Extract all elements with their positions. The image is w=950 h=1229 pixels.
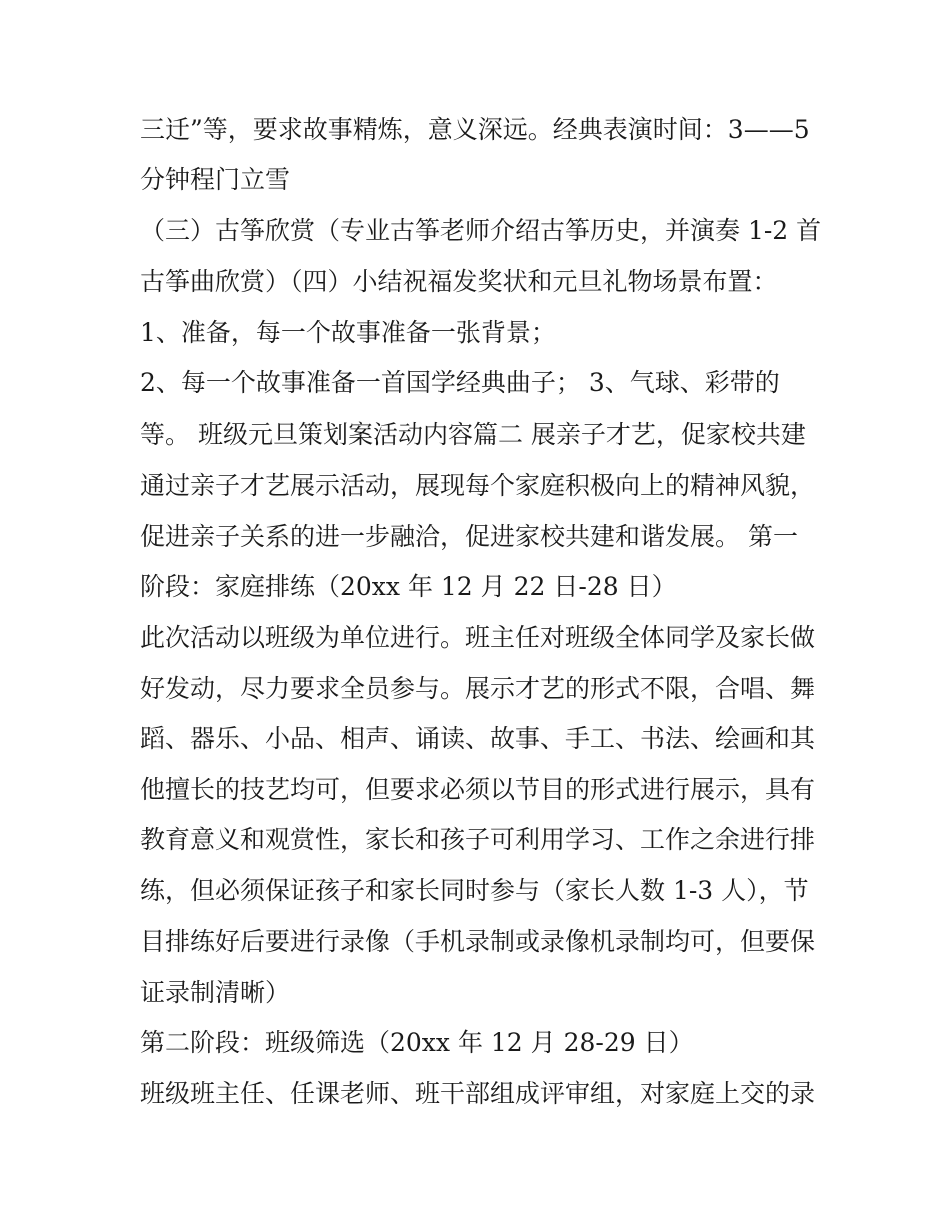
text-line: 教育意义和观赏性，家长和孩子可利用学习、工作之余进行排: [140, 825, 816, 854]
text-line: 练，但必须保证孩子和家长同时参与（家长人数 1-3 人），节: [140, 876, 809, 905]
text-line: （三）古筝欣赏（专业古筝老师介绍古筝历史，并演奏 1-2 首: [140, 216, 822, 245]
text-line: 他擅长的技艺均可，但要求必须以节目的形式进行展示，具有: [140, 775, 816, 804]
text-line: 好发动，尽力要求全员参与。展示才艺的形式不限，合唱、舞: [140, 674, 816, 703]
text-line: 分钟程门立雪: [140, 165, 291, 194]
text-line: 蹈、器乐、小品、相声、诵读、故事、手工、书法、绘画和其: [140, 724, 816, 753]
text-line: 通过亲子才艺展示活动，展现每个家庭积极向上的精神风貌，: [140, 471, 816, 500]
text-line: 目排练好后要进行录像（手机录制或录像机录制均可，但要保: [140, 927, 816, 956]
text-line: 2、每一个故事准备一首国学经典曲子； 3、气球、彩带的: [140, 368, 780, 397]
text-line: 等。 班级元旦策划案活动内容篇二 展亲子才艺，促家校共建: [140, 420, 806, 449]
text-line: 促进亲子关系的进一步融洽，促进家校共建和谐发展。 第一: [140, 522, 798, 551]
text-line: 古筝曲欣赏）（四）小结祝福发奖状和元旦礼物场景布置：: [140, 267, 778, 296]
text-line: 三迁”等，要求故事精炼，意义深远。经典表演时间：3——5: [140, 115, 810, 144]
text-line: 班级班主任、任课老师、班干部组成评审组，对家庭上交的录: [140, 1079, 816, 1108]
text-line: 此次活动以班级为单位进行。班主任对班级全体同学及家长做: [140, 623, 816, 652]
text-line: 第二阶段：班级筛选（20xx 年 12 月 28-29 日）: [140, 1028, 694, 1057]
text-line: 阶段：家庭排练（20xx 年 12 月 22 日-28 日）: [140, 572, 677, 601]
text-line: 证录制清晰）: [140, 978, 291, 1007]
text-line: 1、准备，每一个故事准备一张背景；: [140, 318, 556, 347]
